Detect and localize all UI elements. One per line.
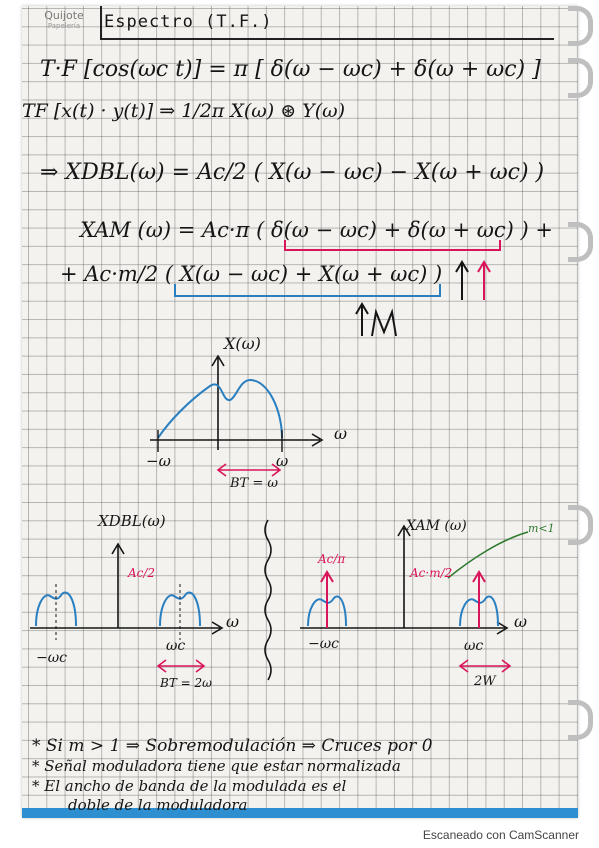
am-bandwidth: 2W (474, 674, 496, 689)
dbl-ylabel: XDBL(ω) (98, 512, 166, 530)
tick-marks (158, 430, 282, 452)
y-axis (212, 356, 224, 450)
dbl-impulse-label: Ac/2 (128, 566, 156, 580)
dbl-bandwidth-arrow (158, 660, 204, 672)
arrow-m (356, 304, 368, 336)
top-xlabel: ω (334, 424, 348, 443)
underline-sideband-terms (175, 284, 440, 296)
dbl-impulse (112, 544, 124, 628)
letter-m-mark (372, 312, 396, 336)
page-title: Espectro (T.F.) (104, 12, 273, 32)
equation-xam-line1: XAM (ω) = Ac·π ( δ(ω − ωc) + δ(ω + ωc) ) + (80, 218, 554, 242)
dbl-bandwidth: BT = 2ω (160, 676, 212, 690)
dbl-xlabel: ω (226, 612, 240, 631)
spectrum-curve (158, 380, 282, 438)
note-line: * El ancho de banda de la modulada es el (32, 777, 347, 795)
am-y-axis (398, 526, 410, 628)
top-right-tick: ω (276, 452, 289, 470)
scanner-watermark: Escaneado con CamScanner (422, 828, 579, 842)
brand-sub: Papelería (47, 22, 81, 30)
am-bandwidth-arrow (460, 660, 510, 672)
top-bandwidth: BT = ω (230, 476, 278, 491)
m-arrow (448, 532, 528, 578)
dbl-x-axis (30, 622, 222, 634)
equation-tf-cos: T·F [cos(ωc t)] = π [ δ(ω − ωc) + δ(ω + ωc) ] (40, 57, 541, 82)
top-ylabel: X(ω) (224, 334, 261, 353)
arrow-red (478, 262, 490, 300)
am-left-tick: −ωc (308, 636, 339, 652)
equation-xdbl: ⇒ XDBL(ω) = Ac/2 ( X(ω − ωc) − X(ω + ωc) ) (40, 160, 545, 185)
marginal-mark (560, 334, 561, 335)
am-note: m<1 (528, 522, 555, 535)
underline-carrier-terms (285, 240, 500, 250)
am-impulse-label-right: Ac·m/2 (410, 566, 453, 580)
note-line: * Señal moduladora tiene que estar normalizada (32, 757, 401, 775)
am-impulse-label-left: Ac/π (318, 552, 346, 566)
wavy-divider (265, 520, 271, 680)
bandwidth-arrow-top (218, 464, 280, 476)
am-xlabel: ω (514, 612, 528, 631)
equation-tf-product: TF [x(t) · y(t)] ⇒ 1/2π X(ω) ⊛ Y(ω) (22, 100, 346, 122)
brand-name: Quijote (44, 9, 84, 22)
arrow-black (456, 262, 468, 300)
equation-xam-line2: + Ac·m/2 ( X(ω − ωc) + X(ω + ωc) ) (60, 262, 443, 286)
dbl-left-tick: −ωc (36, 650, 67, 666)
am-right-tick: ωc (464, 638, 484, 654)
am-ylabel: XAM (ω) (406, 518, 467, 534)
note-line: doble de la moduladora (68, 796, 248, 814)
top-left-tick: −ω (146, 452, 171, 470)
x-axis (150, 434, 322, 446)
dbl-right-tick: ωc (166, 638, 186, 654)
note-line: * Si m > 1 ⇒ Sobremodulación ⇒ Cruces por 0 (32, 736, 433, 756)
